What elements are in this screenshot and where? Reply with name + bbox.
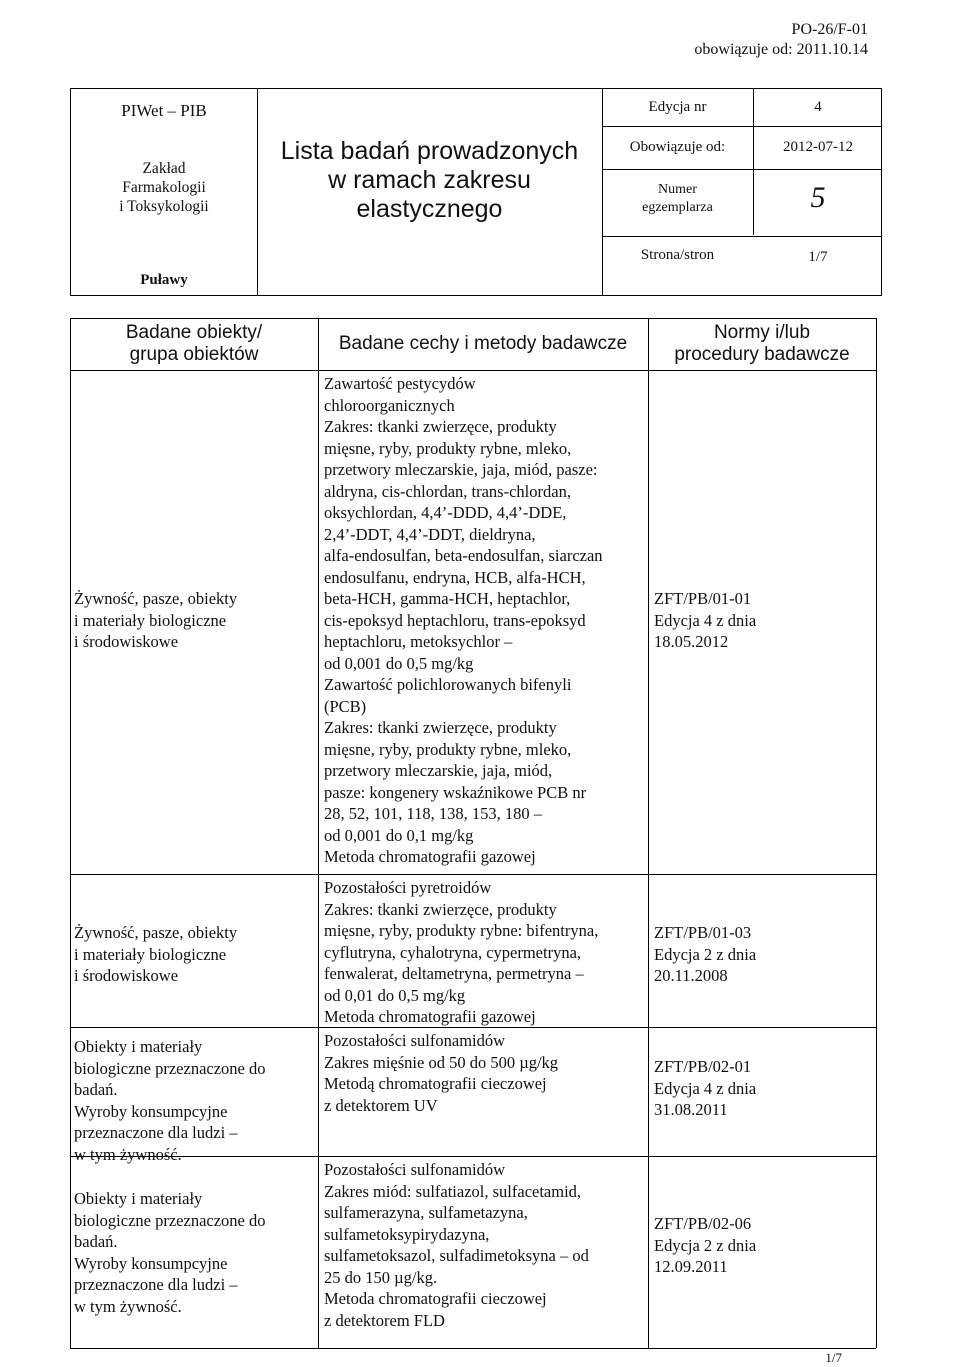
copy-number-label: [602, 181, 753, 217]
divider: [70, 874, 876, 875]
row-features-cell-line: 25 do 150 µg/kg.: [324, 1267, 438, 1287]
row-features-cell-line: mięsne, ryby, produkty rybne, mleko,: [324, 438, 572, 458]
row-features-cell-line: heptachloru, metoksychlor –: [324, 632, 513, 651]
row-objects-cell: [74, 1036, 265, 1165]
header-line: procedury badawcze: [674, 344, 850, 365]
row-features-cell-line: Zakres: tkanki zwierzęce, produkty: [324, 718, 557, 737]
row-norms-cell-line: Edycja 2 z dnia: [654, 1235, 757, 1255]
row-norms-cell-line: 31.08.2011: [654, 1100, 728, 1119]
row-objects-cell-line: badań.: [74, 1080, 118, 1099]
row-features-cell-line: Zakres: tkanki zwierzęce, produkty: [324, 899, 557, 919]
header-line: Badane obiekty/: [125, 322, 263, 343]
row-features-cell-line: od 0,001 do 0,5 mg/kg: [324, 653, 474, 673]
row-features-cell: [324, 1030, 558, 1116]
row-features-cell-line: Metodą chromatografii cieczowej: [324, 1074, 547, 1093]
header-line: Badane cechy i metody badawcze: [338, 333, 628, 354]
row-objects-cell-line: badań.: [74, 1232, 118, 1251]
row-objects-cell: [74, 588, 237, 653]
row-objects-cell-line: przeznaczone dla ludzi –: [74, 1275, 238, 1294]
row-objects-cell-line: Wyroby konsumpcyjne: [74, 1253, 228, 1273]
row-features-cell-line: z detektorem UV: [324, 1095, 438, 1115]
org-unit-line: Zakład: [142, 160, 186, 177]
page-label: Strona/stron: [640, 247, 715, 263]
title-line: w ramach zakresu: [328, 166, 531, 194]
row-features-cell-line: fenwalerat, deltametryna, permetryna –: [324, 964, 584, 983]
row-features-cell: [324, 1159, 589, 1331]
tests-table: [70, 318, 876, 1348]
row-features-cell-line: pasze: kongenery wskaźnikowe PCB nr: [324, 782, 587, 802]
row-features-cell-line: Metoda chromatografii gazowej: [324, 1007, 536, 1026]
org-unit-line: i Toksykologii: [119, 198, 209, 215]
copy-label-line: Numer: [658, 182, 697, 197]
row-features-cell-line: z detektorem FLD: [324, 1310, 445, 1330]
row-objects-cell-line: przeznaczone dla ludzi –: [74, 1123, 238, 1142]
valid-from-value: 2012-07-12: [783, 139, 853, 155]
page-title: [257, 137, 602, 224]
document-valid-from: obowiązuje od: 2011.10.14: [694, 41, 868, 58]
row-features-cell-line: Zakres mięśnie od 50 do 500 µg/kg: [324, 1052, 559, 1072]
row-features-cell-line: 28, 52, 101, 118, 138, 153, 180 –: [324, 804, 543, 823]
divider: [70, 318, 876, 319]
row-features-cell-line: Pozostałości sulfonamidów: [324, 1160, 506, 1179]
divider: [70, 318, 71, 1348]
row-features-cell-line: sulfamerazyna, sulfametazyna,: [324, 1203, 528, 1222]
row-features-cell-line: 2,4’-DDT, 4,4’-DDT, dieldryna,: [324, 524, 536, 544]
page-number-footer: 1/7: [825, 1350, 842, 1365]
row-features-cell-line: od 0,01 do 0,5 mg/kg: [324, 985, 466, 1005]
copy-number-value: 5: [810, 181, 826, 214]
row-features-cell-line: sulfametoksypirydazyna,: [324, 1224, 490, 1244]
row-norms-cell-line: ZFT/PB/01-03: [654, 923, 752, 942]
row-objects-cell-line: Wyroby konsumpcyjne: [74, 1101, 228, 1121]
edition-value: 4: [814, 99, 822, 115]
divider: [602, 236, 881, 237]
row-features-cell-line: alfa-endosulfan, beta-endosulfan, siarczan: [324, 546, 603, 565]
row-features-cell-line: Zawartość polichlorowanych bifenyli: [324, 675, 572, 694]
row-norms-cell-line: 20.11.2008: [654, 966, 728, 985]
header-line: grupa obiektów: [129, 344, 259, 365]
row-norms-cell-line: ZFT/PB/01-01: [654, 589, 752, 608]
row-norms-cell-line: Edycja 4 z dnia: [654, 610, 757, 630]
row-objects-cell-line: i materiały biologiczne: [74, 944, 227, 964]
title-line: elastycznego: [356, 195, 503, 223]
row-features-cell-line: (PCB): [324, 696, 367, 716]
row-objects-cell-line: biologiczne przeznaczone do: [74, 1058, 266, 1078]
row-features-cell-line: przetwory mleczarskie, jaja, miód, pasze:: [324, 460, 598, 479]
row-features-cell-line: mięsne, ryby, produkty rybne, mleko,: [324, 739, 572, 759]
row-objects-cell: [74, 922, 237, 987]
row-objects-cell-line: Obiekty i materiały: [74, 1189, 203, 1208]
row-norms-cell: [654, 1056, 756, 1121]
divider: [602, 126, 881, 127]
row-norms-cell-line: 12.09.2011: [654, 1257, 728, 1276]
row-features-cell-line: aldryna, cis-chlordan, trans-chlordan,: [324, 481, 571, 501]
row-features-cell-line: Zawartość pestycydów: [324, 374, 476, 393]
row-objects-cell-line: Żywność, pasze, obiekty: [74, 923, 238, 942]
header-line: Normy i/lub: [713, 322, 811, 343]
org-unit-line: Farmakologii: [122, 179, 206, 196]
row-features-cell-line: od 0,001 do 0,1 mg/kg: [324, 825, 474, 845]
row-features-cell-line: chloroorganicznych: [324, 395, 455, 415]
divider: [70, 370, 876, 371]
column-header-objects: [70, 322, 318, 366]
row-norms-cell-line: Edycja 4 z dnia: [654, 1078, 757, 1098]
divider: [318, 318, 319, 1348]
row-norms-cell-line: ZFT/PB/02-01: [654, 1057, 752, 1076]
row-features-cell-line: Pozostałości pyretroidów: [324, 878, 492, 897]
divider: [602, 169, 881, 170]
page-value: 1/7: [808, 249, 828, 265]
row-objects-cell-line: w tym żywność.: [74, 1144, 182, 1164]
header-table: [70, 88, 882, 296]
title-line: Lista badań prowadzonych: [280, 137, 579, 165]
row-norms-cell-line: ZFT/PB/02-06: [654, 1214, 752, 1233]
organization-unit: [71, 159, 257, 216]
row-objects-cell-line: Żywność, pasze, obiekty: [74, 589, 238, 608]
row-norms-cell: [654, 1213, 756, 1278]
divider: [70, 1348, 876, 1349]
row-objects-cell-line: i materiały biologiczne: [74, 610, 227, 630]
row-objects-cell-line: w tym żywność.: [74, 1296, 182, 1316]
row-features-cell-line: endosulfanu, endryna, HCB, alfa-HCH,: [324, 567, 586, 587]
row-features-cell-line: beta-HCH, gamma-HCH, heptachlor,: [324, 589, 571, 608]
column-header-norms: [648, 322, 876, 366]
row-features-cell: [324, 373, 603, 868]
row-features-cell-line: Pozostałości sulfonamidów: [324, 1031, 506, 1050]
row-features-cell-line: cis-epoksyd heptachloru, trans-epoksyd: [324, 610, 586, 630]
row-objects-cell: [74, 1188, 265, 1317]
divider: [876, 318, 877, 1348]
organization-city: Puławy: [140, 272, 188, 288]
document-code-block: [694, 20, 868, 60]
divider: [648, 318, 649, 1348]
row-norms-cell-line: 18.05.2012: [654, 632, 729, 651]
row-features-cell-line: Metoda chromatografii cieczowej: [324, 1289, 547, 1308]
row-norms-cell: [654, 588, 756, 653]
column-header-features: [318, 333, 648, 355]
row-objects-cell-line: Obiekty i materiały: [74, 1037, 203, 1056]
row-features-cell-line: przetwory mleczarskie, jaja, miód,: [324, 761, 553, 780]
organization-name: PIWet – PIB: [121, 101, 207, 120]
row-features-cell-line: Metoda chromatografii gazowej: [324, 847, 536, 866]
document-code: PO-26/F-01: [791, 21, 868, 38]
row-norms-cell: [654, 922, 756, 987]
row-features-cell: [324, 877, 598, 1028]
copy-label-line: egzemplarza: [642, 200, 713, 215]
valid-from-label: Obowiązuje od:: [629, 139, 726, 155]
edition-label: Edycja nr: [648, 99, 707, 115]
row-objects-cell-line: i środowiskowe: [74, 966, 179, 985]
row-features-cell-line: Zakres: tkanki zwierzęce, produkty: [324, 417, 557, 436]
row-norms-cell-line: Edycja 2 z dnia: [654, 944, 757, 964]
row-objects-cell-line: i środowiskowe: [74, 632, 179, 651]
row-objects-cell-line: biologiczne przeznaczone do: [74, 1210, 266, 1230]
row-features-cell-line: mięsne, ryby, produkty rybne: bifentryna,: [324, 921, 599, 940]
row-features-cell-line: cyflutryna, cyhalotryna, cypermetryna,: [324, 942, 582, 962]
row-features-cell-line: Zakres miód: sulfatiazol, sulfacetamid,: [324, 1181, 582, 1201]
row-features-cell-line: oksychlordan, 4,4’-DDD, 4,4’-DDE,: [324, 503, 567, 522]
row-features-cell-line: sulfametoksazol, sulfadimetoksyna – od: [324, 1246, 589, 1265]
